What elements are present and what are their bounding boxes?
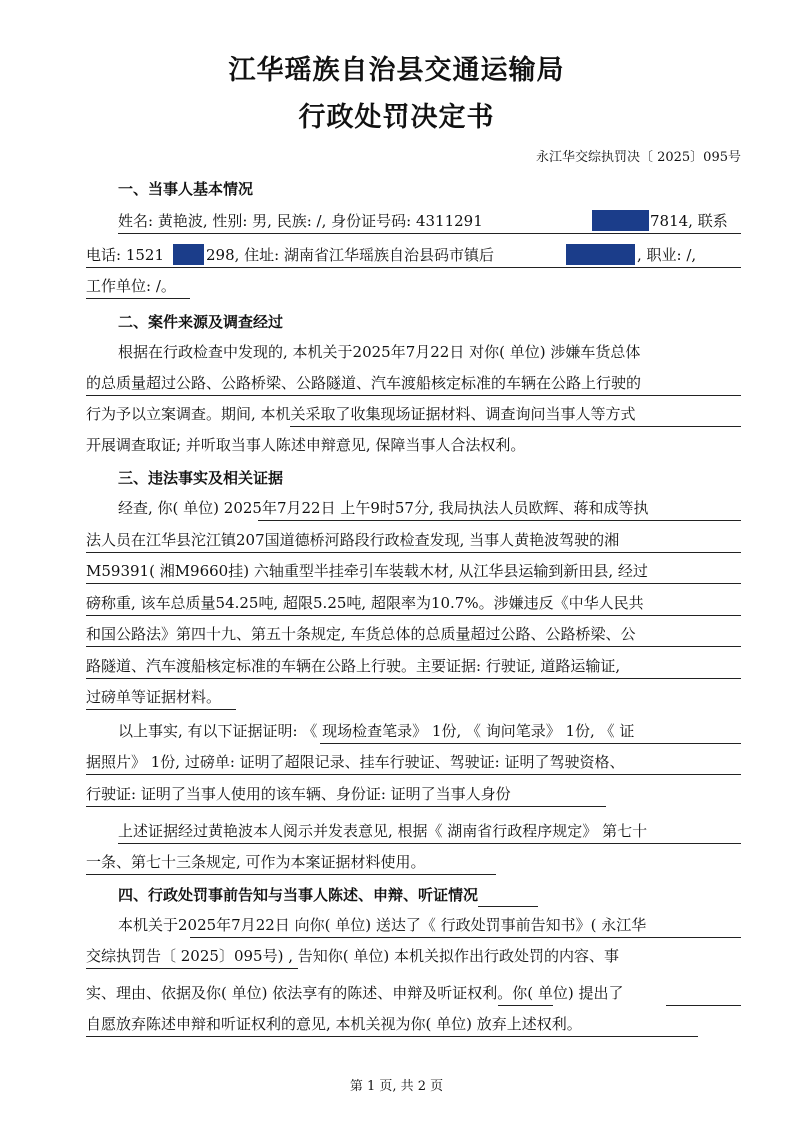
underline: [86, 806, 606, 807]
underline: [190, 937, 741, 938]
party-line-2a: 电话: 1521: [86, 246, 164, 264]
underline: [86, 678, 741, 679]
underline: [86, 1036, 698, 1037]
facts-line: 磅称重, 该车总质量54.25吨, 超限5.25吨, 超限率为10.7%。涉嫌违反《中华人民共: [86, 594, 644, 612]
underline: [290, 426, 741, 427]
underline: [258, 520, 741, 521]
section-heading-case-source: 二、案件来源及调查经过: [118, 313, 284, 331]
evidence-use-line: 上述证据经过黄艳波本人阅示并发表意见, 根据《 湖南省行政程序规定》 第七十: [118, 822, 648, 840]
notice-line: 自愿放弃陈述申辩和听证权利的意见, 本机关视为你( 单位) 放弃上述权利。: [86, 1015, 582, 1033]
underline: [86, 774, 741, 775]
case-source-line: 根据在行政检查中发现的, 本机关于2025年7月22日 对你( 单位) 涉嫌车货总体: [118, 343, 641, 361]
party-line-1b: 7814, 联系: [650, 212, 728, 230]
redaction-address: [566, 244, 635, 265]
page-footer: 第 1 页, 共 2 页: [349, 1079, 444, 1094]
party-line-2b: 298, 住址: 湖南省江华瑶族自治县码市镇后: [206, 246, 494, 264]
underline: [86, 583, 741, 584]
underline: [320, 743, 741, 744]
facts-line: 和国公路法》第四十九、第五十条规定, 车货总体的总质量超过公路、公路桥梁、公: [86, 625, 636, 643]
underline: [666, 1005, 741, 1006]
section-heading-party-info: 一、当事人基本情况: [118, 180, 254, 198]
underline: [86, 968, 298, 969]
underline: [86, 395, 741, 396]
section-heading-prior-notice: 四、行政处罚事前告知与当事人陈述、申辩、听证情况: [118, 886, 479, 904]
underline: [86, 298, 190, 299]
underline: [86, 874, 496, 875]
underline: [86, 615, 741, 616]
notice-line: 实、理由、依据及你( 单位) 依法享有的陈述、申辩及听证权利。你( 单位) 提出了: [86, 984, 624, 1002]
document-title-agency: 江华瑶族自治县交通运输局: [228, 55, 565, 86]
facts-line: 经查, 你( 单位) 2025年7月22日 上午9时57分, 我局执法人员欧辉、蒋和成等执: [118, 499, 649, 517]
evidence-use-line: 一条、第七十三条规定, 可作为本案证据材料使用。: [86, 853, 426, 871]
underline: [86, 709, 236, 710]
underline: [86, 267, 741, 268]
facts-line: 法人员在江华县沱江镇207国道德桥河路段行政检查发现, 当事人黄艳波驾驶的湘: [86, 531, 620, 549]
underline: [498, 1005, 553, 1006]
underline: [86, 646, 741, 647]
underline: [86, 552, 741, 553]
underline: [118, 233, 741, 234]
party-line-1a: 姓名: 黄艳波, 性别: 男, 民族: /, 身份证号码: 4311291: [118, 212, 483, 230]
evidence-line: 以上事实, 有以下证据证明: 《 现场检查笔录》 1份, 《 询问笔录》 1份, 《 证: [118, 722, 635, 740]
notice-line: 本机关于2025年7月22日 向你( 单位) 送达了《 行政处罚事前告知书》( 永江华: [118, 916, 647, 934]
evidence-line: 据照片》 1份, 过磅单: 证明了超限记录、挂车行驶证、驾驶证: 证明了驾驶资格、: [86, 753, 625, 771]
party-line-3: 工作单位: /。: [86, 277, 176, 295]
document-title-type: 行政处罚决定书: [298, 102, 495, 133]
party-line-2c: , 职业: /,: [637, 246, 697, 264]
section-heading-facts: 三、违法事实及相关证据: [118, 469, 284, 487]
notice-line: 交综执罚告〔 2025〕095号) , 告知你( 单位) 本机关拟作出行政处罚的内容、事: [86, 947, 619, 965]
facts-line: 过磅单等证据材料。: [86, 688, 222, 706]
redaction-phone: [173, 244, 204, 265]
underline: [118, 843, 741, 844]
evidence-line: 行驶证: 证明了当事人使用的该车辆、身份证: 证明了当事人身份: [86, 785, 511, 803]
underline: [478, 906, 538, 907]
facts-line: 路隧道、汽车渡船核定标准的车辆在公路上行驶。主要证据: 行驶证, 道路运输证,: [86, 657, 621, 675]
facts-line: M59391( 湘M9660挂) 六轴重型半挂牵引车装载木材, 从江华县运输到新田县, 经过: [86, 562, 648, 580]
redaction-id-number: [592, 210, 649, 231]
case-source-line: 的总质量超过公路、公路桥梁、公路隧道、汽车渡船核定标准的车辆在公路上行驶的: [86, 374, 642, 392]
document-number: 永江华交综执罚决〔 2025〕095号: [535, 150, 741, 165]
case-source-line: 行为予以立案调查。期间, 本机关采取了收集现场证据材料、调查询问当事人等方式: [86, 405, 636, 423]
case-source-line: 开展调查取证; 并听取当事人陈述申辩意见, 保障当事人合法权利。: [86, 436, 526, 454]
